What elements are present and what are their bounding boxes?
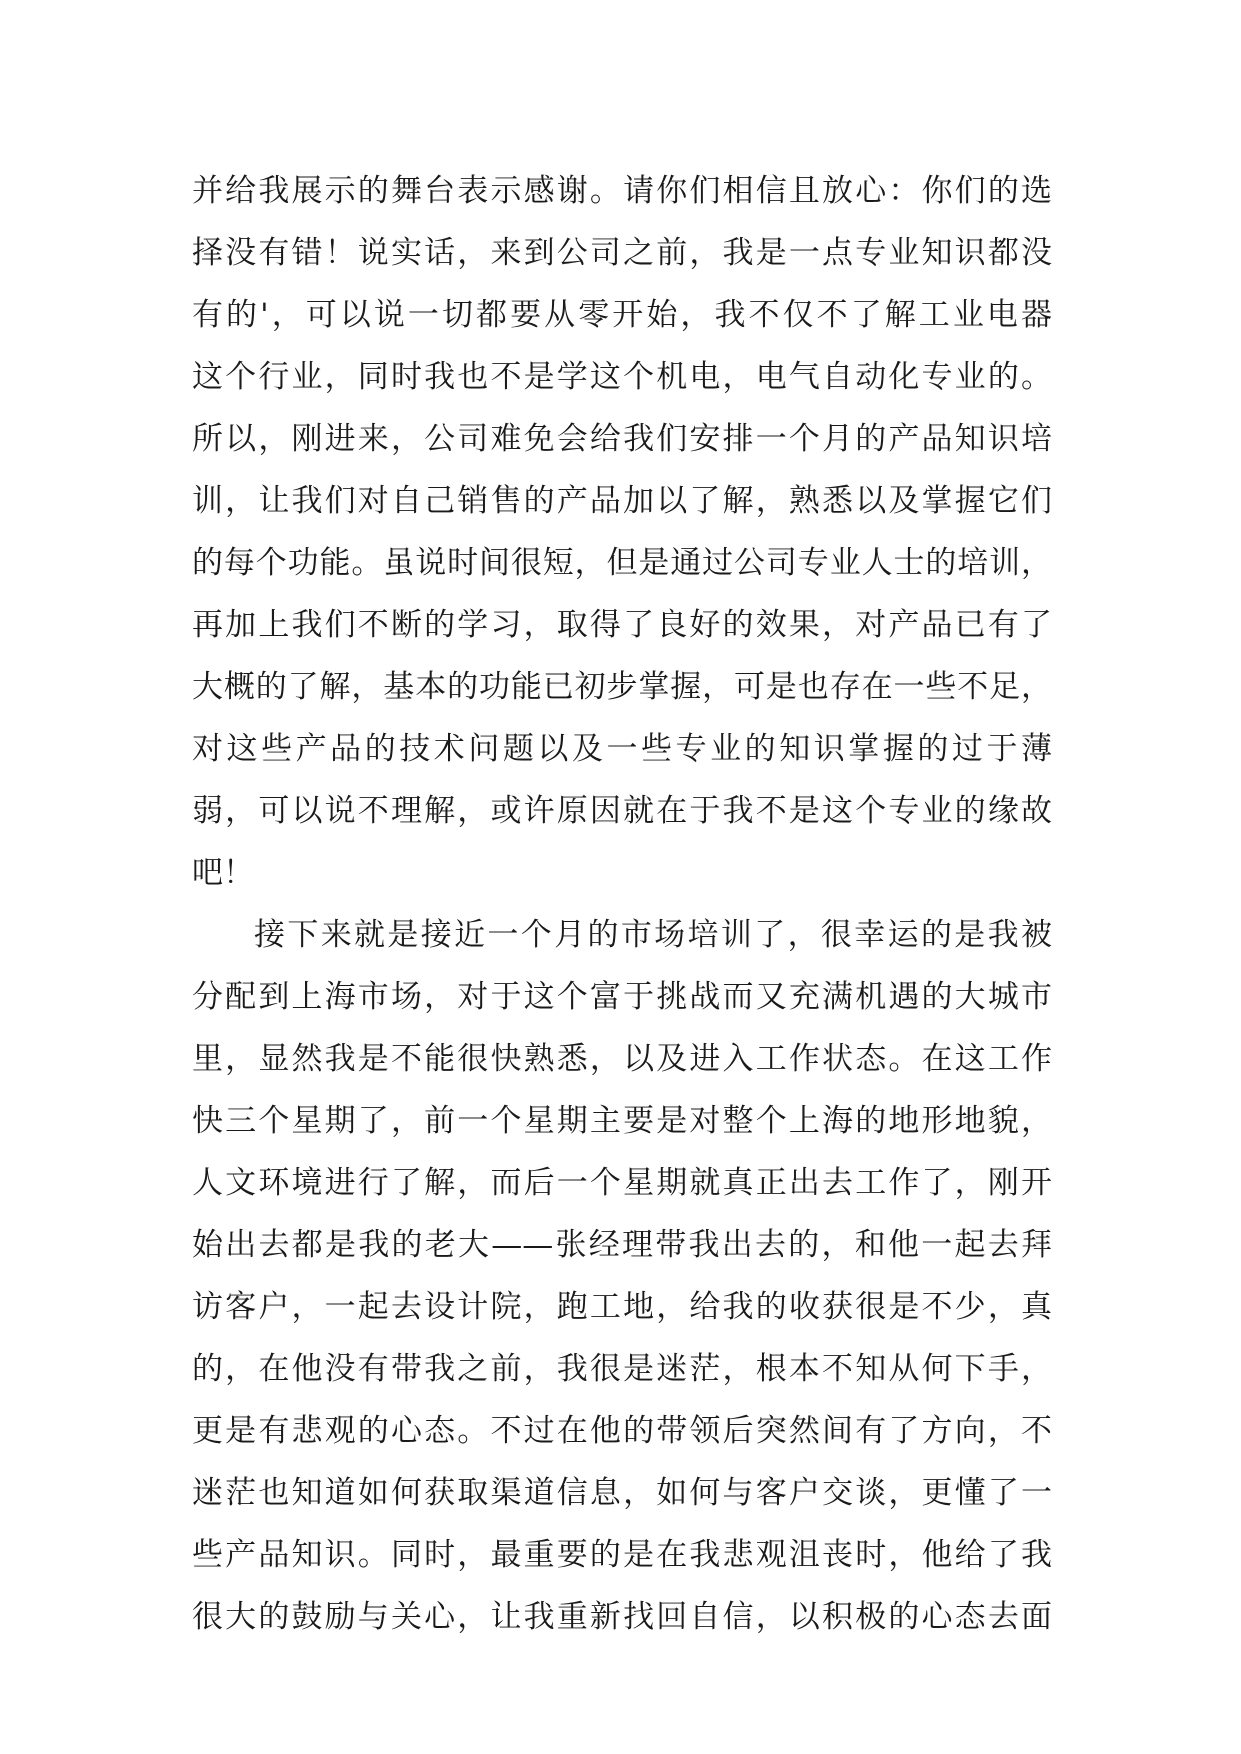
text-line: 并给我展示的舞台表示感谢。请你们相信且放心：你们的选 [192, 173, 1052, 209]
text-line: 所以，刚进来，公司难免会给我们安排一个月的产品知识培 [192, 421, 1052, 457]
text-line: 的每个功能。虽说时间很短，但是通过公司专业人士的培训， [192, 545, 1052, 581]
text-line: 更是有悲观的心态。不过在他的带领后突然间有了方向，不 [192, 1413, 1052, 1449]
text-line: 训，让我们对自己销售的产品加以了解，熟悉以及掌握它们 [192, 483, 1052, 519]
text-line: 有的'，可以说一切都要从零开始，我不仅不了解工业电器 [192, 297, 1052, 333]
body-text [192, 160, 1052, 1648]
text-line: 始出去都是我的老大——张经理带我出去的，和他一起去拜 [192, 1227, 1052, 1263]
text-line: 里，显然我是不能很快熟悉，以及进入工作状态。在这工作 [192, 1041, 1052, 1077]
text-line: 访客户，一起去设计院，跑工地，给我的收获很是不少，真 [192, 1289, 1052, 1325]
text-line: 的，在他没有带我之前，我很是迷茫，根本不知从何下手， [192, 1351, 1052, 1387]
text-line: 人文环境进行了解，而后一个星期就真正出去工作了，刚开 [192, 1165, 1052, 1201]
paragraph-1 [192, 160, 1052, 904]
text-line: 择没有错！说实话，来到公司之前，我是一点专业知识都没 [192, 235, 1052, 271]
text-line: 吧！ [192, 855, 254, 891]
text-line: 再加上我们不断的学习，取得了良好的效果，对产品已有了 [192, 607, 1052, 643]
text-line: 很大的鼓励与关心，让我重新找回自信，以积极的心态去面 [192, 1599, 1052, 1635]
text-line: 大概的了解，基本的功能已初步掌握，可是也存在一些不足， [192, 669, 1052, 705]
text-line: 迷茫也知道如何获取渠道信息，如何与客户交谈，更懂了一 [192, 1475, 1052, 1511]
text-line: 快三个星期了，前一个星期主要是对整个上海的地形地貌， [192, 1103, 1052, 1139]
text-line: 对这些产品的技术问题以及一些专业的知识掌握的过于薄 [192, 731, 1052, 767]
text-line: 分配到上海市场，对于这个富于挑战而又充满机遇的大城市 [192, 979, 1052, 1015]
text-line: 弱，可以说不理解，或许原因就在于我不是这个专业的缘故 [192, 793, 1052, 829]
paragraph-2 [192, 904, 1052, 1648]
text-line: 接下来就是接近一个月的市场培训了，很幸运的是我被 [254, 917, 1052, 953]
text-line: 些产品知识。同时，最重要的是在我悲观沮丧时，他给了我 [192, 1537, 1052, 1573]
text-line: 这个行业，同时我也不是学这个机电，电气自动化专业的。 [192, 359, 1052, 395]
